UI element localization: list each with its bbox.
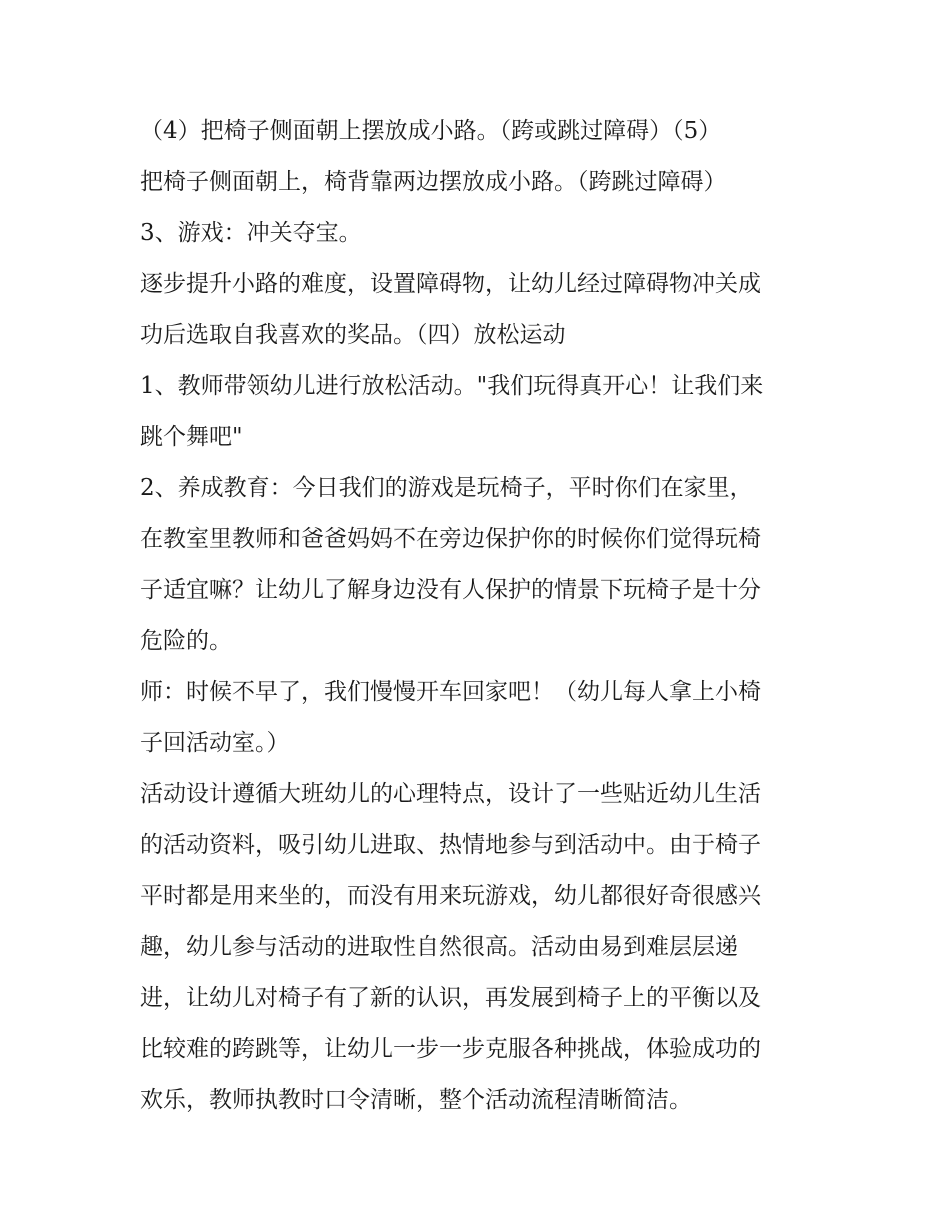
text-line: 比较难的跨跳等，让幼儿一步一步克服各种挑战，体验成功的 (140, 1036, 761, 1062)
text-line: 在教室里教师和爸爸妈妈不在旁边保护你的时候你们觉得玩椅 (140, 526, 761, 552)
text-line: 进，让幼儿对椅子有了新的认识，再发展到椅子上的平衡以及 (140, 985, 761, 1011)
text-line: 子适宜嘛？让幼儿了解身边没有人保护的情景下玩椅子是十分 (140, 577, 761, 603)
text-line: 子回活动室。） (140, 730, 290, 756)
text-line: （4）把椅子侧面朝上摆放成小路。（跨或跳过障碍）（5） (140, 118, 722, 144)
text-line: 危险的。 (140, 628, 232, 654)
text-line: 逐步提升小路的难度，设置障碍物，让幼儿经过障碍物冲关成 (140, 271, 761, 297)
text-line: 平时都是用来坐的，而没有用来玩游戏，幼儿都很好奇很感兴 (140, 883, 761, 909)
text-line: 师：时候不早了，我们慢慢开车回家吧！（幼儿每人拿上小椅 (140, 679, 761, 705)
text-line: 跳个舞吧" (140, 424, 243, 450)
text-line: 2、养成教育：今日我们的游戏是玩椅子，平时你们在家里， (140, 475, 753, 501)
text-line: 活动设计遵循大班幼儿的心理特点，设计了一些贴近幼儿生活 (140, 781, 761, 807)
text-line: 趣，幼儿参与活动的进取性自然很高。活动由易到难层层递 (140, 934, 738, 960)
text-line: 3、游戏：冲关夺宝。 (140, 220, 362, 246)
text-line: 功后选取自我喜欢的奖品。（四）放松运动 (140, 322, 566, 348)
document-body (140, 106, 820, 1126)
text-line: 1、教师带领幼儿进行放松活动。"我们玩得真开心！让我们来 (140, 373, 764, 399)
text-line: 欢乐，教师执教时口令清晰，整个活动流程清晰简洁。 (140, 1087, 692, 1113)
text-line: 的活动资料，吸引幼儿进取、热情地参与到活动中。由于椅子 (140, 832, 761, 858)
text-line: 把椅子侧面朝上，椅背靠两边摆放成小路。（跨跳过障碍） (140, 169, 727, 195)
